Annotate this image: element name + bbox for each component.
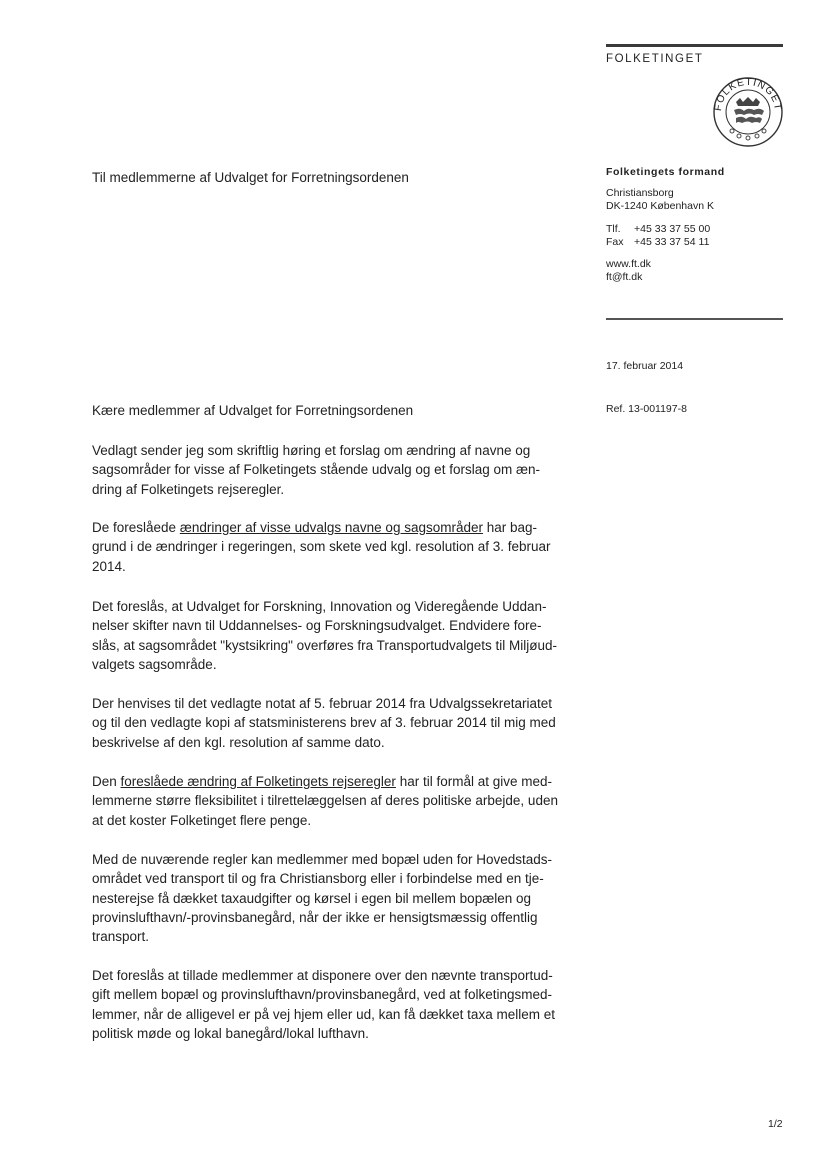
page-number: 1/2 [768,1118,783,1130]
svg-text:FOLKETINGET [713,77,783,112]
text-line: Med de nuværende regler kan medlemmer med bopæl uden for Hovedstads- [92,852,552,867]
letterhead-top-rule [606,44,783,47]
sender-title: Folketingets formand [606,166,725,178]
letter-date: 17. februar 2014 [606,360,684,372]
paragraph-3 [92,597,562,674]
text-line: Der henvises til det vedlagte notat af 5. februar 2014 fra Udvalgssekretariatet [92,696,553,711]
committee-names-link[interactable]: ændringer af visse udvalgs navne og sagsområder [179,520,483,535]
paragraph-2 [92,518,562,576]
reference-number: Ref. 13-001197-8 [606,403,687,415]
fax-row [606,236,710,249]
address-line-2: DK-1240 København K [606,200,714,212]
text-line: transport. [92,929,150,945]
fax-value: +45 33 37 54 11 [634,236,710,248]
paragraph-5 [92,772,562,830]
text-line [92,772,562,791]
text-line: grund i de ændringer i regeringen, som skete ved kgl. resolution af 3. februar [92,539,551,555]
paragraph-4 [92,694,562,752]
text-line: nelser skifter navn til Uddannelses- og Forskningsudvalget. Endvidere fore- [92,618,542,634]
web-contacts [606,258,651,284]
sender-address [606,187,714,213]
text-line: beskrivelse af den kgl. resolution af samme dato. [92,734,385,750]
text-line: nesterejse få dækket taxaudgifter og kørsel i egen bil mellem bopælen og [92,890,531,906]
letterhead-divider [606,318,783,320]
text-segment: Den [92,774,121,789]
text-line: sagsområder for visse af Folketingets stående udvalg og et forslag om æn- [92,462,540,478]
text-line: lemmerne større fleksibilitet i tilrettelæggelsen af deres politiske arbejde, uden [92,793,558,809]
text-line: Det foreslås at tillade medlemmer at disponere over den nævnte transportud- [92,968,553,983]
text-line: politisk møde og lokal banegård/lokal lufthavn. [92,1025,369,1041]
paragraph-1 [92,441,562,499]
text-line: slås, at sagsområdet "kystsikring" overføres fra Transportudvalgets til Miljøud- [92,637,557,653]
address-line-1: Christiansborg [606,187,674,199]
text-line: dring af Folketingets rejseregler. [92,481,285,497]
greeting: Kære medlemmer af Udvalget for Forretningsordenen [92,403,414,418]
organization-name: FOLKETINGET [606,53,704,65]
addressee-line: Til medlemmerne af Udvalget for Forretningsordenen [92,170,409,185]
contact-numbers [606,223,710,249]
text-line: 2014. [92,558,126,574]
text-line: provinslufthavn/-provinsbanegård, når der ikke er hensigtsmæssig offentlig [92,909,538,925]
text-line: lemmer, når de alligevel er på vej hjem eller ud, kan få dækket taxa mellem et [92,1006,555,1022]
text-line: Vedlagt sender jeg som skriftlig høring et forslag om ændring af navne og [92,443,531,458]
text-line: valgets sagsområde. [92,656,217,672]
text-segment: har bag- [482,520,538,535]
tlf-label: Tlf. [606,223,621,235]
text-line: Det foreslås, at Udvalget for Forskning, Innovation og Videregående Uddan- [92,599,547,614]
text-line [92,518,562,537]
folketinget-seal-icon [712,76,784,148]
paragraph-6 [92,850,562,946]
text-segment: har til formål at give med- [395,774,552,789]
tlf-value: +45 33 37 55 00 [634,223,711,235]
text-line: at det koster Folketinget flere penge. [92,812,312,828]
text-line: området ved transport til og fra Christiansborg eller i forbindelse med en tje- [92,871,544,887]
website-link[interactable]: www.ft.dk [606,258,651,270]
text-line: gift mellem bopæl og provinslufthavn/provinsbanegård, ved at folketingsmed- [92,987,553,1003]
fax-label: Fax [606,236,624,248]
text-line: og til den vedlagte kopi af statsministerens brev af 3. februar 2014 til mig med [92,715,556,731]
travel-rules-link[interactable]: foreslåede ændring af Folketingets rejseregler [120,774,396,789]
email-link[interactable]: ft@ft.dk [606,271,643,283]
text-segment: De foreslåede [92,520,180,535]
paragraph-7 [92,966,562,1043]
seal-lettering: FOLKETINGET [712,76,784,112]
phone-row [606,223,710,236]
